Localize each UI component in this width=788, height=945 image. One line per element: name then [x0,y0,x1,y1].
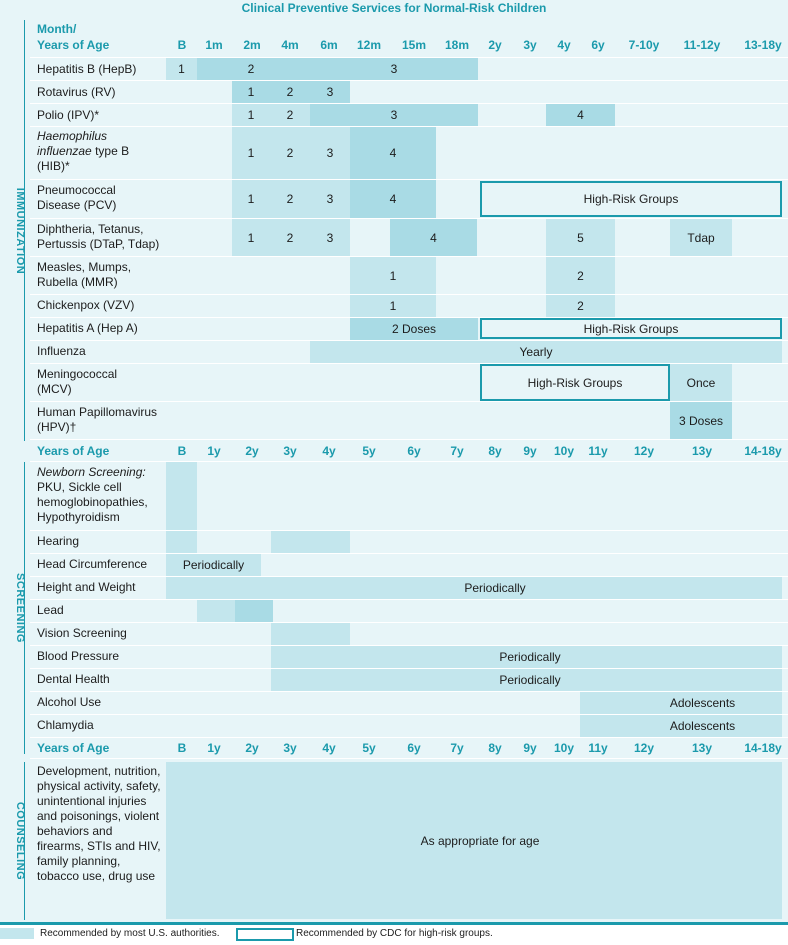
row-label-alcohol-use: Alcohol Use [37,695,102,709]
row-label-dtap: Diphtheria, Tetanus, Pertussis (DTaP, Tdap) [37,222,160,251]
row-label-influenza: Influenza [37,344,86,358]
screening-col-header: 12y [633,444,655,458]
row-label-hearing: Hearing [37,534,80,548]
counseling-col-header: 5y [362,741,376,755]
immunization-col-header: 2m [243,38,261,52]
screening-col-header: 5y [362,444,376,458]
dtap-dose-4: 4 [430,230,437,245]
hib-dose-2: 2 [286,146,294,160]
counseling-col-header: 9y [523,741,537,755]
vzv-dose-1: 1 [389,299,397,313]
screening-col-header: 9y [523,444,537,458]
row-label-hib: Haemophilus influenzae type B (HIB)* [37,129,130,173]
height-weight-periodically: Periodically [464,581,526,595]
head-circumference-periodically: Periodically [182,558,245,572]
row-label-head-circumference: Head Circumference [37,557,148,571]
immunization-col-header: 6y [591,38,605,52]
immunization-col-header: 6m [320,38,338,52]
legend-high-risk-label: Recommended by CDC for high-risk groups. [296,928,493,939]
screening-col-header: 10y [553,444,575,458]
immunization-col-header: 18m [444,38,470,52]
row-label-mmr: Measles, Mumps, Rubella (MMR) [37,260,132,289]
immunization-col-header: 4m [281,38,299,52]
mmr-dose-2: 2 [577,268,584,283]
row-label-mcv: Meningococcal (MCV) [37,367,118,396]
counseling-col-header: 8y [488,741,502,755]
pcv-high-risk-box: High-Risk Groups [480,181,782,217]
legend-recommended-label: Recommended by most U.S. authorities. [40,928,220,939]
rv-dose-3: 3 [326,85,334,99]
hpv-doses: 3 Doses [678,413,724,428]
screening-section-label: SCREENING [0,462,26,754]
vzv-dose-2: 2 [577,299,584,313]
row-label-height-weight: Height and Weight [37,580,136,594]
screening-col-header: 11y [588,444,608,458]
hepa-high-risk-box: High-Risk Groups [480,318,782,339]
ipv-dose-2: 2 [286,108,294,122]
counseling-col-header: 3y [283,741,297,755]
row-label-polio: Polio (IPV)* [37,108,100,122]
hepa-doses: 2 Doses [391,322,437,336]
counseling-years-header-label: Years of Age [37,741,110,755]
immunization-col-header: 13-18y [744,38,782,52]
immunization-col-header: B [177,38,187,52]
legend [0,922,788,945]
row-label-vision: Vision Screening [37,626,127,640]
screening-col-header: 13y [691,444,713,458]
immunization-col-header: 12m [356,38,382,52]
pcv-dose-1: 1 [247,192,255,206]
immunization-col-header: 15m [401,38,427,52]
row-label-hepb: Hepatitis B (HepB) [37,62,137,76]
row-label-hepa: Hepatitis A (Hep A) [37,321,138,335]
hepb-dose-2: 2 [247,62,255,76]
counseling-col-header: 11y [588,741,608,755]
immunization-col-header: 11-12y [683,38,721,52]
ipv-dose-3: 3 [390,108,398,122]
mcv-high-risk-box: High-Risk Groups [480,364,670,401]
hepb-dose-1: 1 [178,62,185,76]
dtap-dose-1: 1 [247,230,255,245]
dtap-dose-2: 2 [286,230,294,245]
screening-col-header: 7y [450,444,464,458]
immunization-col-header: 1m [205,38,223,52]
immunization-col-header: 4y [557,38,571,52]
alcohol-use-adolescents: Adolescents [669,696,736,710]
hib-dose-4: 4 [389,146,397,160]
counseling-col-header: 12y [633,741,655,755]
row-label-blood-pressure: Blood Pressure [37,649,120,663]
counseling-col-header: 7y [450,741,464,755]
legend-swatch-recommended [0,928,34,939]
month-header-label: Month/ [37,22,77,36]
row-label-newborn-screening: Newborn Screening: PKU, Sickle cell hemoglobinopathies, Hypothyroidism [37,465,148,524]
chart-title: Clinical Preventive Services for Normal-Risk Children [241,1,547,15]
counseling-col-header: 6y [407,741,421,755]
legend-swatch-high-risk [236,928,294,941]
counseling-col-header: 2y [245,741,259,755]
row-label-dental-health: Dental Health [37,672,110,686]
pcv-dose-4: 4 [389,192,397,206]
chlamydia-adolescents: Adolescents [669,719,736,733]
dtap-dose-5: 5 [577,230,584,245]
immunization-col-header: 2y [488,38,502,52]
mcv-once: Once [686,375,716,390]
row-label-chlamydia: Chlamydia [37,718,94,732]
rv-dose-1: 1 [247,85,255,99]
years-of-age-header-label: Years of Age [37,38,110,52]
counseling-col-header: B [177,741,187,755]
dtap-dose-3: 3 [326,230,334,245]
row-label-hpv: Human Papillomavirus (HPV)† [37,405,158,434]
dental-health-periodically: Periodically [499,673,561,687]
row-label-counseling-topics: Development, nutrition, physical activity, safety, unintentional injuries and poisonings, violent behaviors and firearms, STIs and HIV, family planning, tobacco use, drug use [37,764,161,883]
rv-dose-2: 2 [286,85,294,99]
row-label-lead: Lead [37,603,64,617]
row-label-vzv: Chickenpox (VZV) [37,298,135,312]
counseling-section-label: COUNSELING [0,762,26,920]
tdap-dose: Tdap [687,230,715,245]
counseling-col-header: 14-18y [744,741,782,755]
counseling-col-header: 10y [553,741,575,755]
counseling-col-header: 13y [691,741,713,755]
immunization-col-header: 3y [523,38,537,52]
screening-col-header: 8y [488,444,502,458]
pcv-dose-3: 3 [326,192,334,206]
screening-col-header: 4y [322,444,336,458]
counseling-as-appropriate: As appropriate for age [420,833,540,848]
mmr-dose-1: 1 [389,268,397,283]
screening-col-header: 6y [407,444,421,458]
counseling-col-header: 1y [207,741,221,755]
hepb-dose-3: 3 [390,62,398,76]
hib-dose-3: 3 [326,146,334,160]
screening-col-header: 1y [207,444,221,458]
counseling-col-header: 4y [322,741,336,755]
hib-dose-1: 1 [247,146,255,160]
ipv-dose-4: 4 [577,108,584,122]
screening-col-header: B [177,444,187,458]
screening-col-header: 3y [283,444,297,458]
screening-col-header: 14-18y [744,444,782,458]
immunization-col-header: 7-10y [628,38,660,52]
immunization-section-label: IMMUNIZATION [0,20,26,441]
pcv-dose-2: 2 [286,192,294,206]
screening-years-header-label: Years of Age [37,444,110,458]
influenza-yearly: Yearly [519,345,553,359]
row-label-rotavirus: Rotavirus (RV) [37,85,116,99]
row-label-pcv: Pneumococcal Disease (PCV) [37,183,117,212]
screening-col-header: 2y [245,444,259,458]
ipv-dose-1: 1 [247,108,255,122]
blood-pressure-periodically: Periodically [499,650,561,664]
